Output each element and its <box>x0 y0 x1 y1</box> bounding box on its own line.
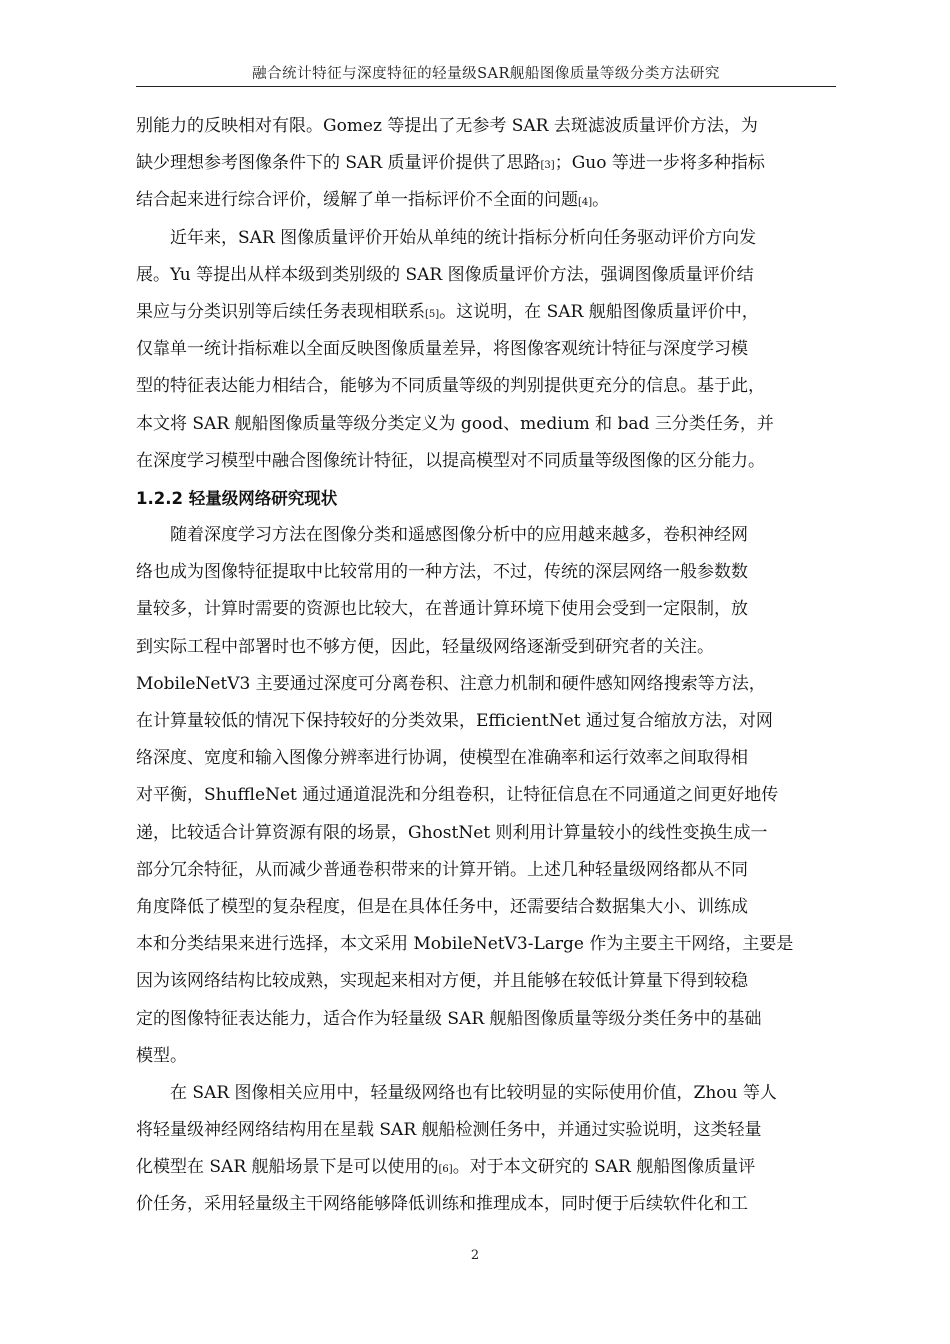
text-line: 因为该网络结构比较成熟，实现起来相对方便，并且能够在较低计算量下得到较稳 <box>136 971 748 992</box>
text-line: 定的图像特征表达能力，适合作为轻量级 SAR 舰船图像质量等级分类任务中的基础 <box>136 1008 762 1029</box>
running-header: 融合统计特征与深度特征的轻量级SAR舰船图像质量等级分类方法研究 <box>252 66 720 82</box>
text-line: 部分冗余特征，从而减少普通卷积带来的计算开销。上述几种轻量级网络都从不同 <box>136 859 748 880</box>
text-line: 别能力的反映相对有限。Gomez 等提出了无参考 SAR 去斑滤波质量评价方法，为 <box>136 116 758 136</box>
text-line: 展。Yu 等提出从样本级到类别级的 SAR 图像质量评价方法，强调图像质量评价结 <box>136 264 754 285</box>
text-line: MobileNetV3 主要通过深度可分离卷积、注意力机制和硬件感知网络搜索等方法， <box>136 673 766 694</box>
text-line: 果应与分类识别等后续任务表现相联系 [5] 。这说明，在 SAR 舰船图像质量评价中， <box>136 301 759 322</box>
text-line: 量较多，计算时需要的资源也比较大，在普通计算环境下使用会受到一定限制，放 <box>136 599 748 620</box>
text-line: 价任务，采用轻量级主干网络能够降低训练和推理成本，同时便于后续软件化和工 <box>136 1194 748 1215</box>
text-line: 仅靠单一统计指标难以全面反映图像质量差异，将图像客观统计特征与深度学习模 <box>136 339 748 360</box>
text-line: 化模型在 SAR 舰船场景下是可以使用的 [6] 。对于本文研究的 SAR 舰船图像质量评 <box>136 1157 756 1178</box>
body-text <box>136 108 836 1224</box>
text-line: 结合起来进行综合评价，缓解了单一指标评价不全面的问题 [4] 。 <box>136 190 610 211</box>
text-line: 在深度学习模型中融合图像统计特征，以提高模型对不同质量等级图像的区分能力。 <box>136 450 765 471</box>
section-heading: 1.2.2 轻量级网络研究现状 <box>136 488 338 508</box>
text-line: 络也成为图像特征提取中比较常用的一种方法，不过，传统的深层网络一般参数数 <box>136 562 748 583</box>
text-line: 递，比较适合计算资源有限的场景，GhostNet 则利用计算量较小的线性变换生成一 <box>136 822 768 843</box>
text-line: 角度降低了模型的复杂程度，但是在具体任务中，还需要结合数据集大小、训练成 <box>136 896 748 917</box>
page-number: 2 <box>470 1248 480 1263</box>
text-line: 在计算量较低的情况下保持较好的分类效果，EfficientNet 通过复合缩放方法，对网 <box>136 711 773 731</box>
text-line: 模型。 <box>136 1045 187 1066</box>
text-line: 本文将 SAR 舰船图像质量等级分类定义为 good、medium 和 bad 三分类任务，并 <box>136 413 774 434</box>
text-line: 近年来，SAR 图像质量评价开始从单纯的统计指标分析向任务驱动评价方向发 <box>170 227 757 248</box>
text-line: 随着深度学习方法在图像分类和遥感图像分析中的应用越来越多，卷积神经网 <box>170 525 748 546</box>
text-line: 在 SAR 图像相关应用中，轻量级网络也有比较明显的实际使用价值，Zhou 等人 <box>170 1082 777 1103</box>
text-line: 到实际工程中部署时也不够方便，因此，轻量级网络逐渐受到研究者的关注。 <box>136 636 714 657</box>
text-line: 缺少理想参考图像条件下的 SAR 质量评价提供了思路 [3] ；Guo 等进一步将多种指标 <box>136 153 765 174</box>
text-line: 将轻量级神经网络结构用在星载 SAR 舰船检测任务中，并通过实验说明，这类轻量 <box>136 1120 762 1141</box>
text-line: 型的特征表达能力相结合，能够为不同质量等级的判别提供更充分的信息。基于此， <box>136 376 765 397</box>
header-rule <box>136 86 836 87</box>
text-line: 对平衡，ShuffleNet 通过通道混洗和分组卷积，让特征信息在不同通道之间更好地传 <box>136 785 779 806</box>
text-line: 络深度、宽度和输入图像分辨率进行协调，使模型在准确率和运行效率之间取得相 <box>136 748 748 769</box>
text-line: 本和分类结果来进行选择，本文采用 MobileNetV3-Large 作为主要主干网络，主要是 <box>136 934 794 955</box>
